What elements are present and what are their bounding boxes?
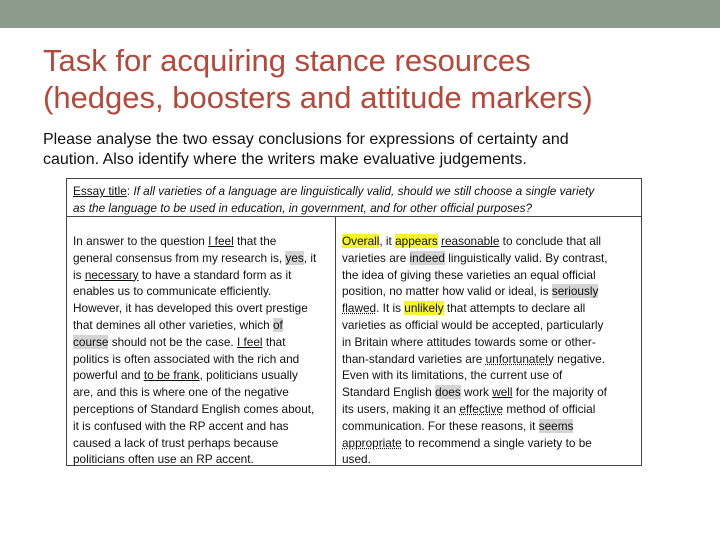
left-line: politics is often associated with the rich and xyxy=(73,351,300,366)
left-line: enables us to communicate efficiently. xyxy=(73,284,272,299)
slide-top-bar xyxy=(0,0,720,28)
left-line: course should not be the case. I feel that xyxy=(73,334,286,349)
left-line: perceptions of Standard English comes about, xyxy=(73,401,315,416)
marker-well: well xyxy=(492,385,513,400)
marker-does: does xyxy=(435,385,461,400)
conclusion-left xyxy=(67,217,336,465)
right-line: Even with its limitations, the current use of xyxy=(342,368,563,383)
conclusion-right xyxy=(336,217,641,465)
marker-overall: Overall xyxy=(342,234,380,248)
right-line: position, no matter how valid or ideal, is seriously xyxy=(342,284,599,299)
left-line: is necessary to have a standard form as it xyxy=(73,267,292,282)
essay-title-row xyxy=(67,179,641,217)
marker-appears: appears xyxy=(395,234,438,248)
right-line: the idea of giving these varieties an equal official xyxy=(342,267,596,282)
left-line: it is confused with the RP accent and has xyxy=(73,418,289,433)
marker-i-feel: I feel xyxy=(208,234,234,248)
left-line: powerful and to be frank, politicians usually xyxy=(73,368,298,383)
essay-title-label: Essay title xyxy=(73,184,127,198)
essay-title-line-1: Essay title: If all varieties of a language are linguistically valid, should we still choose a single variety xyxy=(73,184,595,198)
marker-course: course xyxy=(73,334,109,349)
marker-effective: effective xyxy=(459,401,504,416)
marker-necessary: necessary xyxy=(84,267,139,282)
slide-title-line-1: Task for acquiring stance resources xyxy=(43,43,531,78)
right-line: flawed. It is unlikely that attempts to declare all xyxy=(342,301,586,316)
marker-unfortunately: unfortunately xyxy=(485,351,554,366)
essay-title-question: If all varieties of a language are linguistically valid, should we still choose a single variety xyxy=(133,184,595,198)
marker-of: of xyxy=(273,317,283,332)
marker-appropriate: appropriate xyxy=(342,435,402,450)
right-line: varieties are indeed linguistically valid. By contrast, xyxy=(342,250,608,265)
left-line: politicians often use an RP accent. xyxy=(73,452,254,467)
marker-indeed: indeed xyxy=(409,250,445,265)
right-line: Overall, it appears reasonable to conclude that all xyxy=(342,234,602,248)
left-line: In answer to the question I feel that the xyxy=(73,234,277,248)
marker-flawed: flawed xyxy=(342,301,377,316)
instructions-line-1: Please analyse the two essay conclusions for expressions of certainty and xyxy=(43,131,569,148)
right-line: used. xyxy=(342,452,371,467)
right-line: in Britain where attitudes towards some or other- xyxy=(342,334,596,349)
left-line: However, it has developed this overt prestige xyxy=(73,301,308,316)
right-line: varieties as official would be accepted, particularly xyxy=(342,317,604,332)
marker-yes: yes xyxy=(285,250,304,265)
left-line: general consensus from my research is, yes, it xyxy=(73,250,317,265)
right-line: than-standard varieties are unfortunately negative. xyxy=(342,351,605,366)
marker-reasonable: reasonable xyxy=(441,234,500,248)
left-line: are, and this is where one of the negative xyxy=(73,385,289,400)
marker-seems: seems xyxy=(538,418,574,433)
right-line: its users, making it an effective method of official xyxy=(342,401,596,416)
left-line: that demines all other varieties, which of xyxy=(73,317,283,332)
essay-title-line-2: as the language to be used in education, in government, and for other official purposes? xyxy=(73,200,533,215)
marker-i-feel-2: I feel xyxy=(236,334,263,349)
slide-instructions xyxy=(43,130,703,170)
marker-seriously: seriously xyxy=(551,284,599,299)
slide-title-line-2: (hedges, boosters and attitude markers) xyxy=(43,80,593,115)
marker-unlikely: unlikely xyxy=(404,301,444,316)
right-line: Standard English does work well for the majority of xyxy=(342,385,607,400)
essay-conclusions-table xyxy=(66,178,642,466)
right-line: communication. For these reasons, it seems xyxy=(342,418,574,433)
marker-to-be-frank: to be frank xyxy=(143,368,200,383)
left-line: caused a lack of trust perhaps because xyxy=(73,435,279,450)
slide-title xyxy=(43,42,703,116)
instructions-line-2: caution. Also identify where the writers make evaluative judgements. xyxy=(43,151,527,168)
right-line: appropriate to recommend a single variety to be xyxy=(342,435,592,450)
